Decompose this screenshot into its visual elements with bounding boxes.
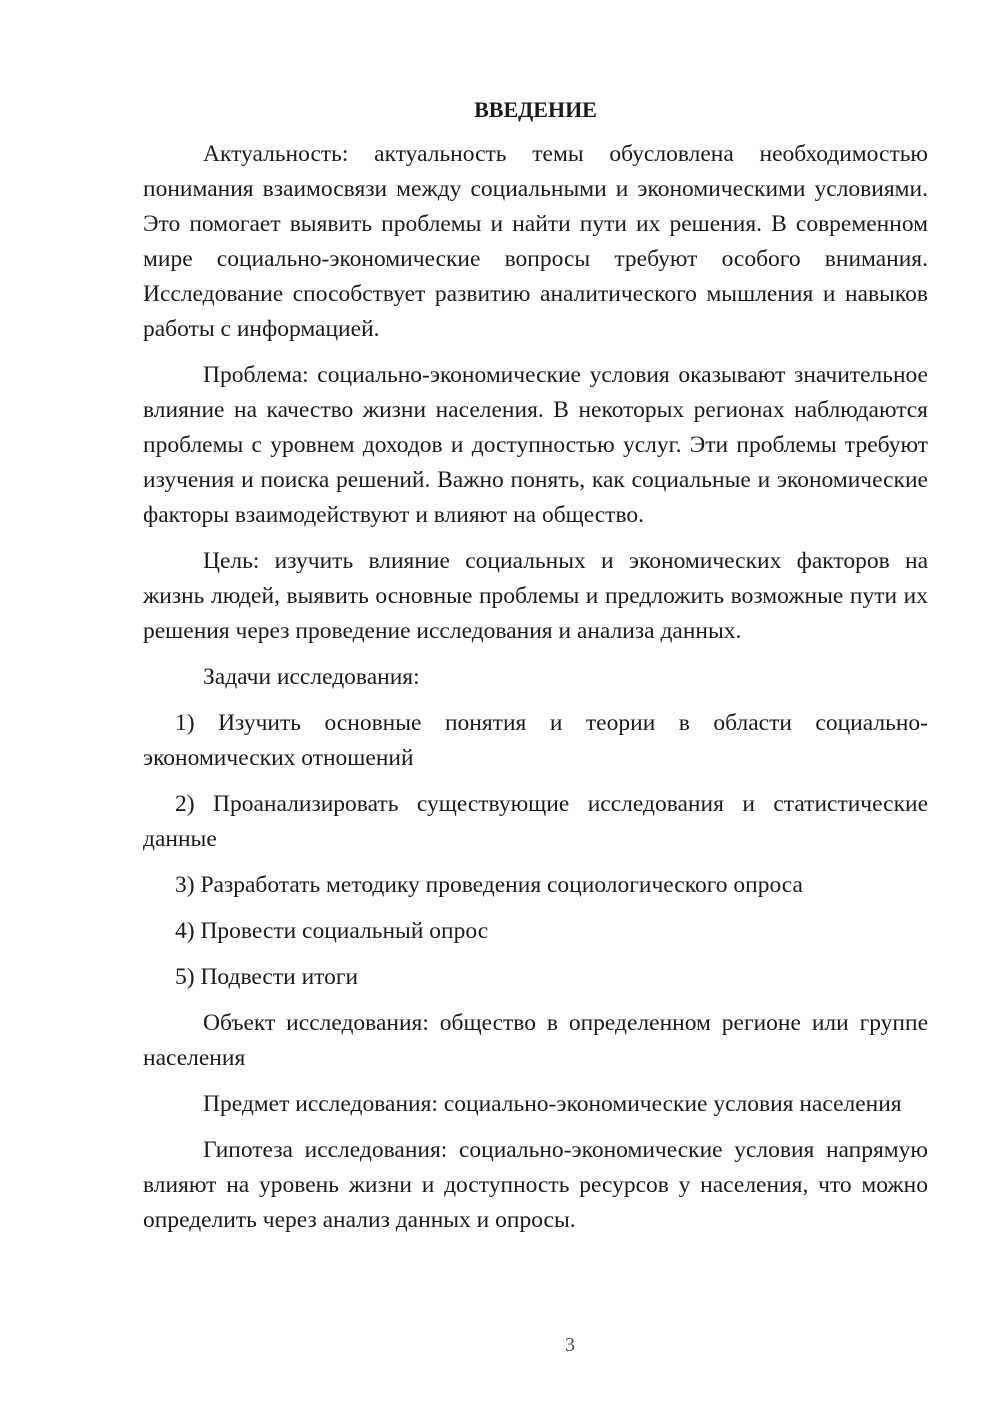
hypothesis-paragraph: Гипотеза исследования: социально-экономические условия напрямую влияют на уровень жизни и доступность ресурсов у населения, что можно определить через анализ данных и опросы. <box>143 1137 928 1233</box>
problem-paragraph: Проблема: социально-экономические условия оказывают значительное влияние на качество жизни населения. В некоторых регионах наблюдаются проблемы с уровнем доходов и доступностью услуг. Эти проблемы требуют изучения и поиска решений. Важно понять, как социальные и экономические факторы взаимодействуют и влияют на общество. <box>143 362 928 528</box>
object-paragraph: Объект исследования: общество в определенном регионе или группе населения <box>143 1010 928 1071</box>
task-item: 3) Разработать методику проведения социологического опроса <box>175 872 803 898</box>
document-page <box>143 92 928 1249</box>
task-item: 2) Проанализировать существующие исследования и статистические данные <box>143 791 928 852</box>
subject-paragraph: Предмет исследования: социально-экономические условия населения <box>203 1091 902 1117</box>
section-title: ВВЕДЕНИЕ <box>474 97 597 122</box>
relevance-paragraph: Актуальность: актуальность темы обусловлена необходимостью понимания взаимосвязи между социальными и экономическими условиями. Это помогает выявить проблемы и найти пути их решения. В современном мире социально-экономические вопросы требуют особого внимания. Исследование способствует развитию аналитического мышления и навыков работы с информацией. <box>143 141 928 342</box>
goal-paragraph: Цель: изучить влияние социальных и экономических факторов на жизнь людей, выявить основные проблемы и предложить возможные пути их решения через проведение исследования и анализа данных. <box>143 548 928 644</box>
tasks-label: Задачи исследования: <box>203 664 420 690</box>
task-item: 5) Подвести итоги <box>175 964 359 990</box>
page-number: 3 <box>565 1334 575 1356</box>
task-item: 4) Провести социальный опрос <box>175 918 489 944</box>
task-item: 1) Изучить основные понятия и теории в области социально-экономических отношений <box>143 710 928 771</box>
